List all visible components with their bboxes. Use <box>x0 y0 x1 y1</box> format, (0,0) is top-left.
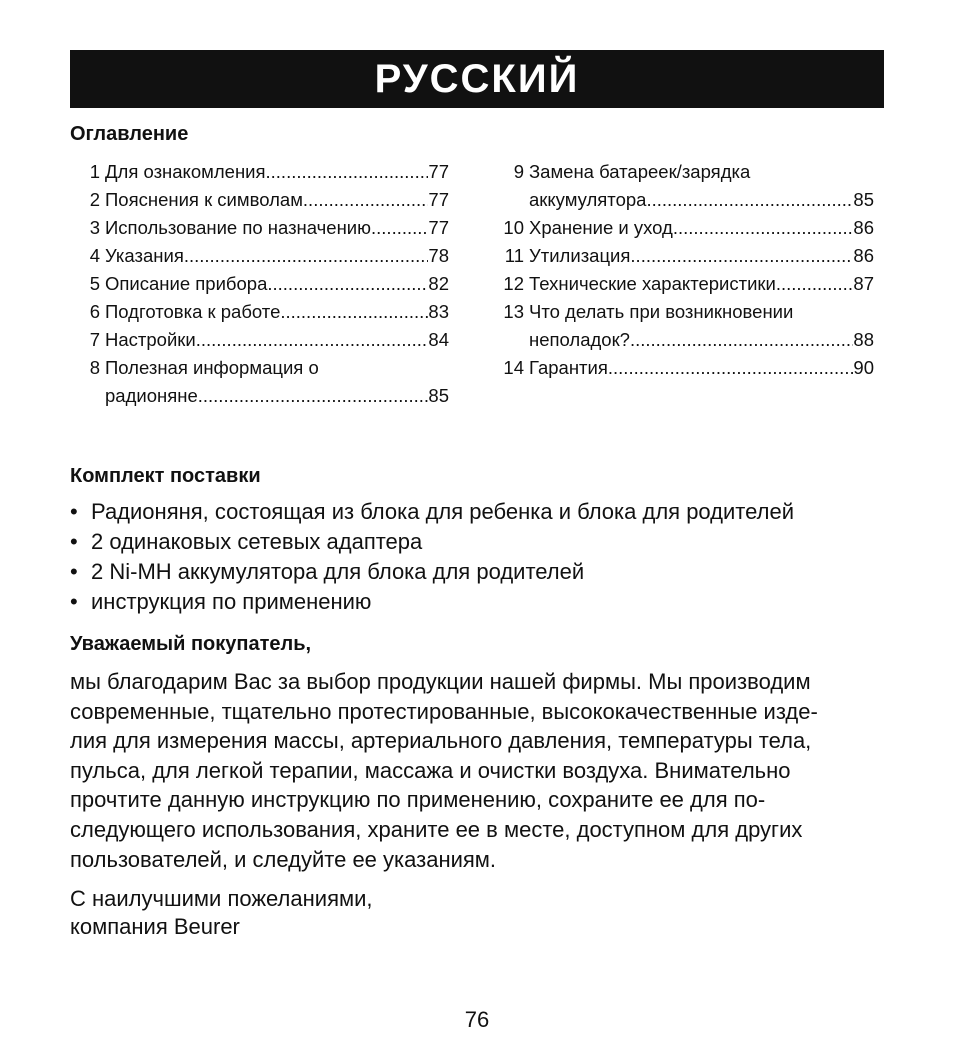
toc-entry-title: Что делать при возникновении <box>529 301 794 322</box>
toc-entry-title: Хранение и уход <box>529 217 673 238</box>
toc-entry-title: Указания <box>105 245 184 266</box>
toc-entry-page: 87 <box>853 273 874 294</box>
paragraph-line: прочтите данную инструкцию по применению, сохраните ее для по- <box>70 787 766 813</box>
toc-entry <box>494 326 874 354</box>
toc-entry-title: Описание прибора <box>105 273 268 294</box>
toc-entry-number: 4 <box>89 245 100 266</box>
toc-leader-dots <box>280 298 428 326</box>
toc-entry-number: 1 <box>89 161 100 182</box>
toc-entry-number: 3 <box>89 217 100 238</box>
toc-entry <box>494 354 874 382</box>
toc-entry-title: Полезная информация о <box>105 357 319 378</box>
toc-leader-dots <box>371 214 428 242</box>
toc-entry-page: 85 <box>853 189 874 210</box>
toc-leader-dots <box>267 270 428 298</box>
toc-entry <box>70 214 449 242</box>
toc-entry-page: 83 <box>428 301 449 322</box>
toc-title: Оглавление <box>70 123 189 145</box>
toc-entry-number: 9 <box>513 161 524 182</box>
bullet-icon: • <box>70 589 78 614</box>
toc-leader-dots <box>673 214 854 242</box>
toc-entry-number: 5 <box>89 273 100 294</box>
toc-entry <box>494 298 874 326</box>
toc-entry-number: 10 <box>503 217 524 238</box>
toc-entry-number: 6 <box>89 301 100 322</box>
bullet-icon: • <box>70 559 78 584</box>
toc-entry-number: 12 <box>503 273 524 294</box>
toc-entry-page: 84 <box>428 329 449 350</box>
toc-entry-title: радионяне <box>105 385 198 406</box>
toc-entry-title: Замена батареек/зарядка <box>529 161 751 182</box>
toc-entry-number: 13 <box>503 301 524 322</box>
toc-entry-title: Технические характеристики <box>529 273 776 294</box>
toc-entry-title: Гарантия <box>529 357 608 378</box>
toc-entry-number: 11 <box>504 245 524 266</box>
toc-leader-dots <box>646 186 853 214</box>
delivery-item <box>70 557 794 587</box>
toc-entry <box>494 186 874 214</box>
toc-leader-dots <box>303 186 429 214</box>
delivery-item <box>70 527 794 557</box>
toc-entry-page: 85 <box>428 385 449 406</box>
delivery-item-text: инструкция по применению <box>91 589 372 614</box>
toc-entry-title: Пояснения к символам <box>105 189 303 210</box>
delivery-item-text: Радионяня, состоящая из блока для ребенка и блока для родителей <box>91 499 795 524</box>
toc-entry <box>494 270 874 298</box>
toc-entry-title: неполадок? <box>529 329 630 350</box>
toc-leader-dots <box>630 242 853 270</box>
toc-leader-dots <box>630 326 853 354</box>
toc-entry <box>494 242 874 270</box>
toc-entry-page: 82 <box>428 273 449 294</box>
paragraph-line: мы благодарим Вас за выбор продукции нашей фирмы. Мы производим <box>70 669 811 694</box>
toc-entry-page: 86 <box>853 245 874 266</box>
toc-entry <box>70 326 449 354</box>
language-banner: РУССКИЙ <box>70 50 884 108</box>
toc-entry-title: аккумулятора <box>529 189 647 210</box>
toc-leader-dots <box>608 354 854 382</box>
signature <box>70 885 373 941</box>
toc-leader-dots <box>184 242 429 270</box>
toc-entry-title: Для ознакомления <box>105 161 266 182</box>
toc-entry-page: 86 <box>853 217 874 238</box>
toc-left-column <box>70 158 449 410</box>
paragraph-line: следующего использования, храните ее в месте, доступном для других <box>70 816 803 842</box>
toc-entry-page: 77 <box>428 161 449 182</box>
toc-entry-title: Настройки <box>105 329 196 350</box>
delivery-item-text: 2 одинаковых сетевых адаптера <box>91 529 423 554</box>
delivery-title: Комплект поставки <box>70 465 261 487</box>
greeting-title: Уважаемый покупатель, <box>70 633 312 655</box>
toc-entry-number: 7 <box>89 329 100 350</box>
toc-entry-title: Использование по назначению <box>105 217 372 238</box>
toc-right-column <box>494 158 874 382</box>
toc-entry-page: 90 <box>853 357 874 378</box>
closing-line: С наилучшими пожеланиями, <box>70 886 373 911</box>
bullet-icon: • <box>70 529 78 554</box>
toc-leader-dots <box>266 158 429 186</box>
toc-entry-title: Подготовка к работе <box>105 301 281 322</box>
delivery-item-text: 2 Ni-MH аккумулятора для блока для родителей <box>91 559 585 584</box>
delivery-item <box>70 497 794 527</box>
bullet-icon: • <box>70 499 78 524</box>
toc-entry <box>70 382 449 410</box>
toc-entry-page: 88 <box>853 329 874 350</box>
toc-entry-title: Утилизация <box>529 245 631 266</box>
delivery-item <box>70 587 794 617</box>
toc-entry-page: 78 <box>428 245 449 266</box>
toc-entry <box>70 242 449 270</box>
toc-leader-dots <box>776 270 854 298</box>
toc-entry-page: 77 <box>428 189 449 210</box>
toc-entry-number: 2 <box>89 189 100 210</box>
toc-leader-dots <box>198 382 429 410</box>
page-number: 76 <box>464 1007 490 1032</box>
paragraph-line: современные, тщательно протестированные, высококачественные изде- <box>70 698 818 724</box>
toc-entry <box>70 186 449 214</box>
toc-entry <box>494 214 874 242</box>
toc-entry <box>70 270 449 298</box>
paragraph-line: лия для измерения массы, артериального давления, температуры тела, <box>70 728 812 754</box>
toc-entry <box>494 158 874 186</box>
toc-entry-number: 14 <box>503 357 524 378</box>
toc-leader-dots <box>196 326 429 354</box>
paragraph-line: пульса, для легкой терапии, массажа и очистки воздуха. Внимательно <box>70 757 791 783</box>
toc-entry <box>70 158 449 186</box>
toc-entry <box>70 354 449 382</box>
company-line: компания Beurer <box>70 914 240 939</box>
toc-entry-number: 8 <box>89 357 100 378</box>
paragraph-line: пользователей, и следуйте ее указаниям. <box>70 846 497 872</box>
toc-entry-page: 77 <box>428 217 449 238</box>
greeting-paragraph <box>70 667 884 874</box>
delivery-list <box>70 497 794 617</box>
toc-entry <box>70 298 449 326</box>
